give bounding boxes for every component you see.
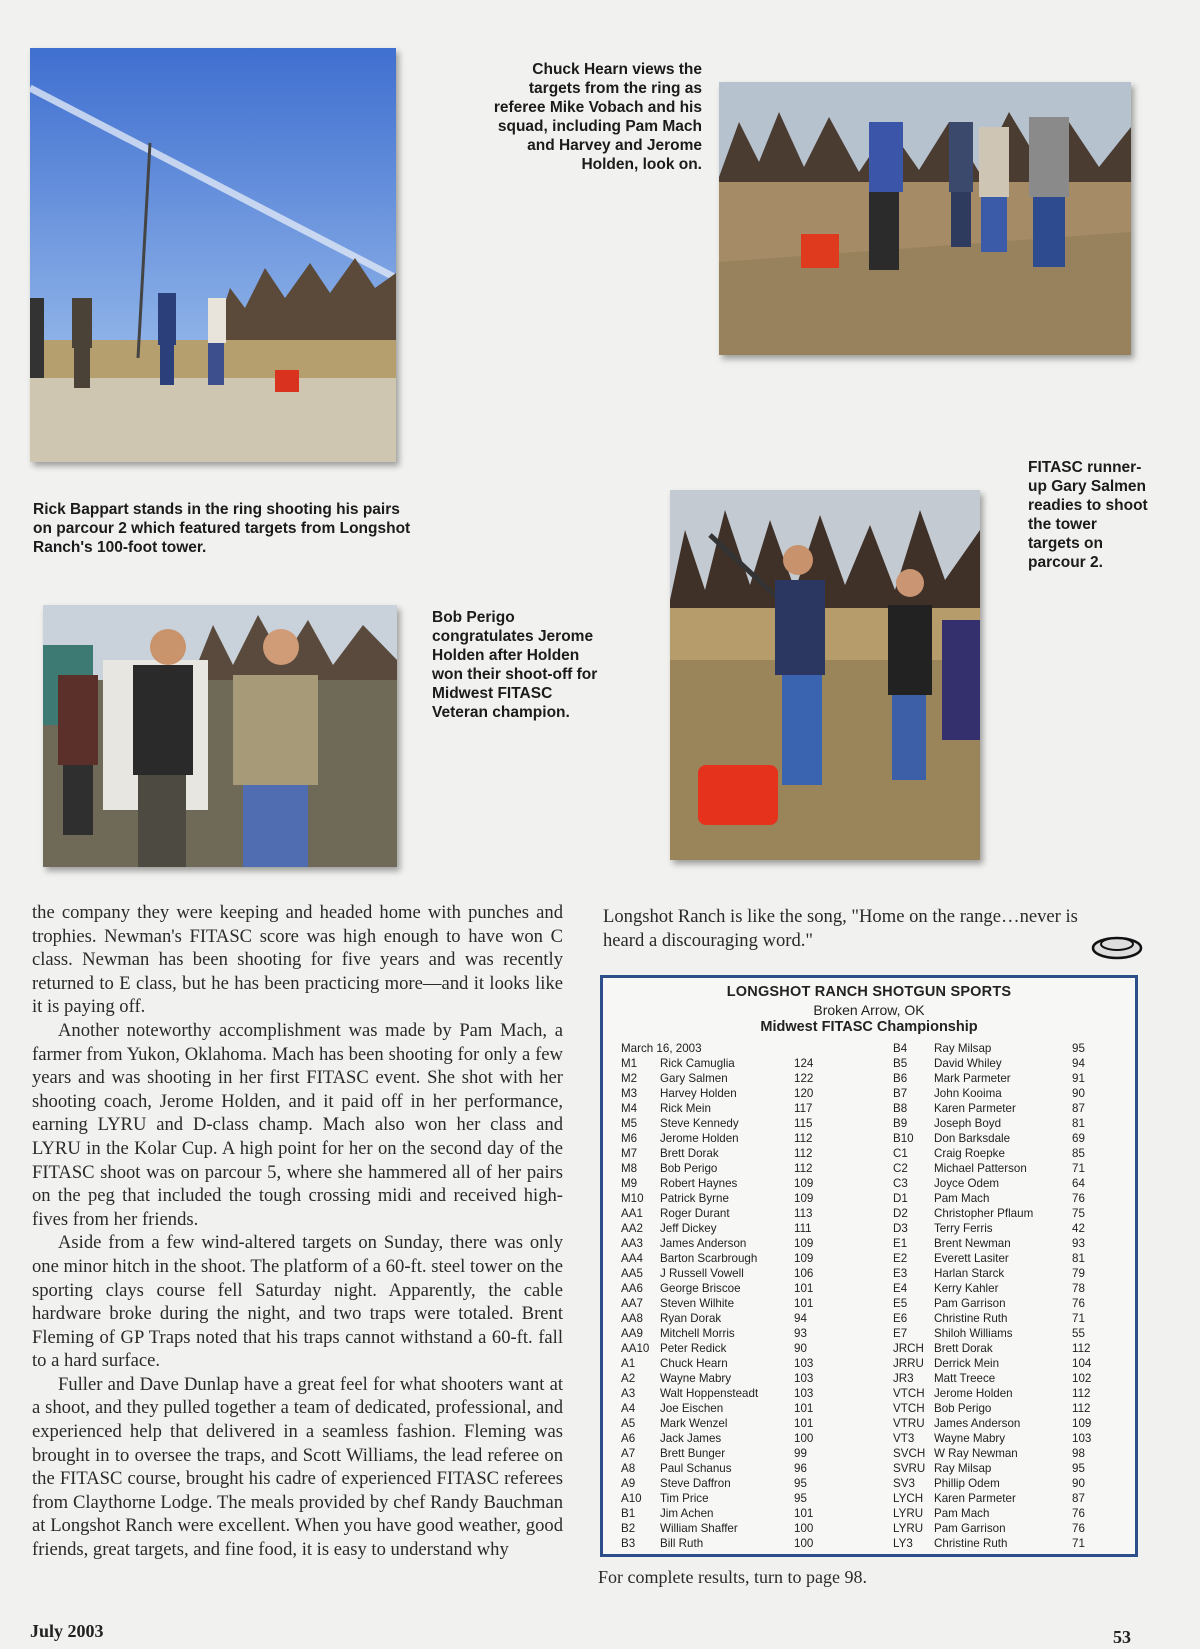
result-shooter: Craig Roepke xyxy=(934,1147,1005,1160)
result-row xyxy=(893,1446,1102,1461)
result-score: 79 xyxy=(1072,1267,1085,1280)
result-shooter: Rick Camuglia xyxy=(660,1057,735,1070)
result-row xyxy=(893,1416,1102,1431)
result-score: 95 xyxy=(794,1492,807,1505)
result-class: B7 xyxy=(893,1087,908,1100)
result-shooter: Bill Ruth xyxy=(660,1537,704,1550)
result-row xyxy=(621,1416,824,1431)
result-score: 109 xyxy=(794,1237,814,1250)
result-shooter: Wayne Mabry xyxy=(660,1372,732,1385)
result-row xyxy=(621,1356,824,1371)
result-shooter: Brett Dorak xyxy=(934,1342,993,1355)
result-shooter: Joe Eischen xyxy=(660,1402,724,1415)
result-shooter: Mark Parmeter xyxy=(934,1072,1011,1085)
result-row xyxy=(621,1536,824,1551)
result-score: 69 xyxy=(1072,1132,1085,1145)
result-score: 103 xyxy=(794,1387,814,1400)
result-class: E6 xyxy=(893,1312,908,1325)
result-shooter: Jim Achen xyxy=(660,1507,714,1520)
result-row xyxy=(893,1311,1102,1326)
result-row xyxy=(893,1461,1102,1476)
result-score: 76 xyxy=(1072,1522,1085,1535)
result-row xyxy=(621,1446,824,1461)
result-score: 100 xyxy=(794,1522,814,1535)
caption-chuck-hearn: Chuck Hearn views the targets from the ring as referee Mike Vobach and his squad, including Pam Mach and Harvey and Jerome Holden, look on. xyxy=(493,61,702,173)
result-row xyxy=(893,1536,1102,1551)
result-class: D1 xyxy=(893,1192,908,1205)
result-row xyxy=(893,1161,1102,1176)
result-score: 115 xyxy=(794,1117,813,1130)
result-shooter: Jack James xyxy=(660,1432,722,1445)
result-score: 87 xyxy=(1072,1102,1085,1115)
result-score: 85 xyxy=(1072,1147,1085,1160)
result-score: 112 xyxy=(794,1147,813,1160)
result-row xyxy=(893,1041,1102,1056)
article-closing-paragraph: Longshot Ranch is like the song, "Home on the range…never is heard a discouraging word." xyxy=(603,906,1078,951)
result-score: 95 xyxy=(794,1477,807,1490)
result-class: B4 xyxy=(893,1042,908,1055)
result-shooter: Bob Perigo xyxy=(660,1162,718,1175)
clay-target-icon xyxy=(1091,930,1143,960)
result-shooter: Karen Parmeter xyxy=(934,1492,1016,1505)
result-class: AA6 xyxy=(621,1282,643,1295)
result-class: M4 xyxy=(621,1102,638,1115)
result-row xyxy=(893,1476,1102,1491)
result-row xyxy=(621,1146,824,1161)
result-shooter: Michael Patterson xyxy=(934,1162,1027,1175)
result-row xyxy=(893,1281,1102,1296)
result-class: C2 xyxy=(893,1162,908,1175)
result-row xyxy=(621,1311,824,1326)
result-class: A8 xyxy=(621,1462,636,1475)
photo-gary-salmen xyxy=(670,490,980,860)
result-score: 100 xyxy=(794,1432,814,1445)
result-score: 99 xyxy=(794,1447,807,1460)
results-table xyxy=(600,975,1138,1557)
result-score: 90 xyxy=(1072,1477,1085,1490)
result-shooter: Ray Milsap xyxy=(934,1042,992,1055)
result-score: 109 xyxy=(794,1192,814,1205)
result-shooter: Harvey Holden xyxy=(660,1087,737,1100)
result-class: JRCH xyxy=(893,1342,924,1355)
result-row xyxy=(621,1461,824,1476)
result-class: B1 xyxy=(621,1507,636,1520)
result-score: 90 xyxy=(1072,1087,1085,1100)
result-row xyxy=(621,1266,824,1281)
result-score: 112 xyxy=(1072,1387,1091,1400)
result-row xyxy=(621,1281,824,1296)
result-row xyxy=(893,1266,1102,1281)
result-class: D2 xyxy=(893,1207,908,1220)
caption-bob-perigo: Bob Perigo congratulates Jerome Holden after Holden won their shoot-off for Midwest FITASC Veteran champion. xyxy=(432,609,598,721)
result-shooter: Matt Treece xyxy=(934,1372,996,1385)
result-shooter: Ryan Dorak xyxy=(660,1312,722,1325)
result-shooter: Steve Daffron xyxy=(660,1477,731,1490)
results-location: Broken Arrow, OK xyxy=(813,1002,925,1018)
result-class: M6 xyxy=(621,1132,638,1145)
photo-chuck-hearn-squad xyxy=(719,82,1131,355)
results-left-column xyxy=(621,1041,824,1551)
result-class: A7 xyxy=(621,1447,636,1460)
result-score: 76 xyxy=(1072,1507,1085,1520)
result-score: 76 xyxy=(1072,1297,1085,1310)
result-class: C1 xyxy=(893,1147,908,1160)
article-paragraph: Aside from a few wind-altered targets on Sunday, there was only one minor hitch in the shoot. The platform of a 60-ft. steel tower on the sporting clays course fell Saturday night. Apparently, the cable hardware broke during the night, and two traps were totaled. Brent Fleming of GP Traps noted that his traps cannot withstand a 60-ft. fall to a hard surface. xyxy=(32,1232,563,1372)
results-date: March 16, 2003 xyxy=(621,1042,702,1055)
article-paragraph: the company they were keeping and headed home with punches and trophies. Newman's FITASC score was high enough to have won C class. Newman has been shooting for five years and was recently returned to E class, but he has been practicing more—and it looks like it is paying off. xyxy=(32,902,563,1018)
result-score: 55 xyxy=(1072,1327,1085,1340)
result-shooter: W Ray Newman xyxy=(934,1447,1018,1460)
result-row xyxy=(621,1296,824,1311)
result-class: M1 xyxy=(621,1057,638,1070)
footer-issue-date: July 2003 xyxy=(30,1621,104,1641)
result-class: SV3 xyxy=(893,1477,915,1490)
result-row xyxy=(621,1176,824,1191)
result-class: B5 xyxy=(893,1057,908,1070)
result-class: LY3 xyxy=(893,1537,913,1550)
result-score: 113 xyxy=(794,1207,813,1220)
result-row xyxy=(621,1326,824,1341)
result-score: 93 xyxy=(1072,1237,1085,1250)
result-row xyxy=(893,1506,1102,1521)
result-class: AA4 xyxy=(621,1252,643,1265)
results-event: Midwest FITASC Championship xyxy=(760,1019,978,1035)
result-score: 78 xyxy=(1072,1282,1085,1295)
result-class: VTRU xyxy=(893,1417,925,1430)
result-class: B2 xyxy=(621,1522,636,1535)
result-score: 101 xyxy=(794,1402,814,1415)
result-shooter: Jeff Dickey xyxy=(660,1222,717,1235)
result-shooter: George Briscoe xyxy=(660,1282,741,1295)
result-row xyxy=(893,1131,1102,1146)
result-class: A10 xyxy=(621,1492,642,1505)
result-shooter: Wayne Mabry xyxy=(934,1432,1006,1445)
result-row xyxy=(621,1086,824,1101)
result-class: M7 xyxy=(621,1147,638,1160)
result-class: M3 xyxy=(621,1087,638,1100)
result-shooter: Rick Mein xyxy=(660,1102,711,1115)
result-row xyxy=(621,1206,824,1221)
result-class: LYRU xyxy=(893,1507,924,1520)
result-score: 76 xyxy=(1072,1192,1085,1205)
result-row xyxy=(621,1506,824,1521)
result-row xyxy=(893,1356,1102,1371)
result-score: 71 xyxy=(1072,1312,1085,1325)
result-shooter: Jerome Holden xyxy=(934,1387,1013,1400)
result-score: 101 xyxy=(794,1507,814,1520)
result-score: 109 xyxy=(794,1177,814,1190)
article-left-column xyxy=(32,901,563,1562)
result-row xyxy=(621,1071,824,1086)
result-shooter: Mark Wenzel xyxy=(660,1417,728,1430)
result-row xyxy=(621,1191,824,1206)
result-shooter: Steven Wilhite xyxy=(660,1297,735,1310)
result-shooter: Phillip Odem xyxy=(934,1477,1000,1490)
result-score: 87 xyxy=(1072,1492,1085,1505)
result-row xyxy=(893,1401,1102,1416)
result-score: 112 xyxy=(794,1162,813,1175)
result-row xyxy=(893,1191,1102,1206)
result-score: 112 xyxy=(794,1132,813,1145)
result-shooter: Peter Redick xyxy=(660,1342,727,1355)
result-shooter: Robert Haynes xyxy=(660,1177,738,1190)
result-score: 90 xyxy=(794,1342,807,1355)
result-row xyxy=(621,1401,824,1416)
result-row xyxy=(893,1326,1102,1341)
result-class: AA3 xyxy=(621,1237,643,1250)
result-shooter: Brett Bunger xyxy=(660,1447,726,1460)
result-row xyxy=(893,1101,1102,1116)
result-score: 109 xyxy=(1072,1417,1092,1430)
result-score: 75 xyxy=(1072,1207,1085,1220)
result-class: LYCH xyxy=(893,1492,924,1505)
result-class: SVCH xyxy=(893,1447,926,1460)
result-score: 42 xyxy=(1072,1222,1085,1235)
result-row xyxy=(893,1206,1102,1221)
result-shooter: William Shaffer xyxy=(660,1522,738,1535)
result-class: AA10 xyxy=(621,1342,650,1355)
result-class: E3 xyxy=(893,1267,908,1280)
result-score: 103 xyxy=(794,1372,814,1385)
result-score: 103 xyxy=(1072,1432,1092,1445)
result-shooter: Pam Mach xyxy=(934,1507,990,1520)
result-class: AA9 xyxy=(621,1327,643,1340)
result-class: VTCH xyxy=(893,1402,925,1415)
footer-page-number: 53 xyxy=(1113,1627,1131,1647)
result-row xyxy=(893,1521,1102,1536)
result-row xyxy=(893,1116,1102,1131)
result-score: 101 xyxy=(794,1297,814,1310)
result-shooter: Steve Kennedy xyxy=(660,1117,739,1130)
result-shooter: Harlan Starck xyxy=(934,1267,1005,1280)
result-score: 120 xyxy=(794,1087,814,1100)
result-score: 94 xyxy=(1072,1057,1085,1070)
results-title: LONGSHOT RANCH SHOTGUN SPORTS xyxy=(726,984,1012,1000)
result-row xyxy=(621,1116,824,1131)
result-score: 122 xyxy=(794,1072,814,1085)
result-class: M2 xyxy=(621,1072,638,1085)
result-score: 81 xyxy=(1072,1252,1085,1265)
caption-rick-bappart: Rick Bappart stands in the ring shooting his pairs on parcour 2 which featured targets from Longshot Ranch's 100-foot tower. xyxy=(33,501,411,556)
result-score: 98 xyxy=(1072,1447,1085,1460)
result-shooter: Karen Parmeter xyxy=(934,1102,1016,1115)
result-row xyxy=(621,1131,824,1146)
result-class: M10 xyxy=(621,1192,644,1205)
result-row xyxy=(893,1371,1102,1386)
result-shooter: Christine Ruth xyxy=(934,1537,1008,1550)
result-class: VT3 xyxy=(893,1432,915,1445)
result-shooter: Christine Ruth xyxy=(934,1312,1008,1325)
result-score: 64 xyxy=(1072,1177,1085,1190)
result-class: A1 xyxy=(621,1357,636,1370)
result-row xyxy=(621,1341,824,1356)
result-shooter: Paul Schanus xyxy=(660,1462,732,1475)
result-class: B6 xyxy=(893,1072,908,1085)
result-shooter: Christopher Pflaum xyxy=(934,1207,1034,1220)
result-score: 101 xyxy=(794,1282,814,1295)
result-score: 124 xyxy=(794,1057,814,1070)
result-score: 95 xyxy=(1072,1462,1085,1475)
result-shooter: Brett Dorak xyxy=(660,1147,719,1160)
result-score: 71 xyxy=(1072,1162,1085,1175)
result-row xyxy=(893,1491,1102,1506)
continue-note: For complete results, turn to page 98. xyxy=(598,1567,867,1587)
result-score: 71 xyxy=(1072,1537,1085,1550)
result-class: E7 xyxy=(893,1327,908,1340)
result-row xyxy=(621,1521,824,1536)
result-class: JR3 xyxy=(893,1372,914,1385)
article-paragraph: Fuller and Dave Dunlap have a great feel for what shooters want at a shoot, and they pulled together a team of dedicated, professional, and experienced help that delivered in a seamless fashion. Fleming was brought in to oversee the traps, and Scott Williams, the lead referee on the FITASC course, brought his cadre of experienced FITASC referees from Claythorne Lodge. The meals provided by chef Randy Bauchman at Longshot Ranch were excellent. When you have good weather, good friends, great targets, and fine food, it is easy to understand why xyxy=(32,1373,563,1561)
result-shooter: Patrick Byrne xyxy=(660,1192,729,1205)
result-class: A9 xyxy=(621,1477,636,1490)
result-score: 112 xyxy=(1072,1402,1091,1415)
result-row xyxy=(621,1056,824,1071)
result-row xyxy=(893,1251,1102,1266)
article-paragraph: Another noteworthy accomplishment was made by Pam Mach, a farmer from Yukon, Oklahoma. Mach has been shooting for only a few years and was shooting in her first FITASC event. She shot with her shooting coach, Jerome Holden, and it paid off in her performance, earning LYRU and D-class champ. Mach also won her class and LYRU in the Kolar Cup. A high point for her on the second day of the FITASC shoot was on parcour 5, where she hammered all of her pairs on the peg that included the tough crossing midi and received high-fives from her friends. xyxy=(32,1019,563,1230)
result-row xyxy=(621,1221,824,1236)
result-class: B3 xyxy=(621,1537,636,1550)
result-score: 101 xyxy=(794,1417,814,1430)
result-class: E1 xyxy=(893,1237,908,1250)
result-class: A3 xyxy=(621,1387,636,1400)
result-score: 94 xyxy=(794,1312,807,1325)
result-row xyxy=(621,1431,824,1446)
result-row xyxy=(621,1101,824,1116)
result-class: A4 xyxy=(621,1402,636,1415)
result-score: 111 xyxy=(794,1222,812,1235)
result-shooter: Tim Price xyxy=(660,1492,709,1505)
result-row xyxy=(621,1386,824,1401)
result-class: VTCH xyxy=(893,1387,925,1400)
result-class: B8 xyxy=(893,1102,908,1115)
photo-rick-bappart xyxy=(30,48,396,462)
result-class: AA8 xyxy=(621,1312,643,1325)
result-row xyxy=(893,1071,1102,1086)
result-score: 104 xyxy=(1072,1357,1092,1370)
result-shooter: Walt Hoppensteadt xyxy=(660,1387,759,1400)
result-shooter: Joyce Odem xyxy=(934,1177,1000,1190)
result-row xyxy=(893,1296,1102,1311)
result-shooter: Roger Durant xyxy=(660,1207,730,1220)
result-class: C3 xyxy=(893,1177,908,1190)
result-shooter: James Anderson xyxy=(934,1417,1021,1430)
result-row xyxy=(893,1221,1102,1236)
result-class: AA5 xyxy=(621,1267,643,1280)
article-right-column xyxy=(603,905,1111,952)
result-class: M5 xyxy=(621,1117,638,1130)
result-row xyxy=(893,1176,1102,1191)
result-class: E5 xyxy=(893,1297,908,1310)
result-score: 100 xyxy=(794,1537,814,1550)
result-shooter: Derrick Mein xyxy=(934,1357,1000,1370)
result-score: 81 xyxy=(1072,1117,1085,1130)
result-class: A2 xyxy=(621,1372,636,1385)
result-class: M8 xyxy=(621,1162,638,1175)
result-row xyxy=(621,1161,824,1176)
result-row xyxy=(621,1251,824,1266)
result-shooter: Brent Newman xyxy=(934,1237,1011,1250)
result-class: E4 xyxy=(893,1282,908,1295)
result-row xyxy=(621,1476,824,1491)
result-shooter: Ray Milsap xyxy=(934,1462,992,1475)
photo-bob-perigo-jerome-holden xyxy=(43,605,397,867)
result-shooter: J Russell Vowell xyxy=(660,1267,744,1280)
result-shooter: David Whiley xyxy=(934,1057,1002,1070)
result-shooter: Kerry Kahler xyxy=(934,1282,999,1295)
result-shooter: Mitchell Morris xyxy=(660,1327,735,1340)
result-class: LYRU xyxy=(893,1522,924,1535)
result-score: 91 xyxy=(1072,1072,1085,1085)
result-row xyxy=(893,1386,1102,1401)
result-shooter: James Anderson xyxy=(660,1237,747,1250)
result-row xyxy=(893,1146,1102,1161)
result-shooter: Pam Garrison xyxy=(934,1522,1006,1535)
result-class: JRRU xyxy=(893,1357,924,1370)
result-shooter: Terry Ferris xyxy=(934,1222,993,1235)
result-row xyxy=(893,1236,1102,1251)
result-score: 102 xyxy=(1072,1372,1092,1385)
result-row xyxy=(621,1236,824,1251)
result-shooter: Chuck Hearn xyxy=(660,1357,728,1370)
result-score: 96 xyxy=(794,1462,807,1475)
result-row xyxy=(621,1491,824,1506)
result-row xyxy=(893,1086,1102,1101)
result-class: E2 xyxy=(893,1252,908,1265)
result-shooter: Gary Salmen xyxy=(660,1072,728,1085)
result-shooter: Everett Lasiter xyxy=(934,1252,1009,1265)
caption-gary-salmen: FITASC runner-up Gary Salmen readies to shoot the tower targets on parcour 2. xyxy=(1028,459,1148,571)
result-score: 106 xyxy=(794,1267,814,1280)
result-class: A6 xyxy=(621,1432,636,1445)
result-row xyxy=(893,1056,1102,1071)
result-class: AA1 xyxy=(621,1207,643,1220)
result-score: 103 xyxy=(794,1357,814,1370)
result-row xyxy=(893,1341,1102,1356)
result-shooter: Bob Perigo xyxy=(934,1402,992,1415)
result-shooter: Pam Mach xyxy=(934,1192,990,1205)
result-class: D3 xyxy=(893,1222,908,1235)
result-score: 117 xyxy=(794,1102,813,1115)
results-right-column xyxy=(893,1041,1102,1551)
result-shooter: Jerome Holden xyxy=(660,1132,739,1145)
result-score: 109 xyxy=(794,1252,814,1265)
result-class: B10 xyxy=(893,1132,914,1145)
result-shooter: Pam Garrison xyxy=(934,1297,1006,1310)
result-class: AA7 xyxy=(621,1297,643,1310)
result-class: A5 xyxy=(621,1417,636,1430)
result-score: 112 xyxy=(1072,1342,1091,1355)
result-shooter: John Kooima xyxy=(934,1087,1002,1100)
result-shooter: Barton Scarbrough xyxy=(660,1252,758,1265)
result-class: M9 xyxy=(621,1177,638,1190)
result-class: AA2 xyxy=(621,1222,643,1235)
result-shooter: Shiloh Williams xyxy=(934,1327,1013,1340)
result-class: B9 xyxy=(893,1117,908,1130)
result-shooter: Don Barksdale xyxy=(934,1132,1011,1145)
result-class: SVRU xyxy=(893,1462,926,1475)
result-row xyxy=(893,1431,1102,1446)
result-score: 93 xyxy=(794,1327,807,1340)
result-shooter: Joseph Boyd xyxy=(934,1117,1002,1130)
result-row xyxy=(621,1371,824,1386)
result-score: 95 xyxy=(1072,1042,1085,1055)
